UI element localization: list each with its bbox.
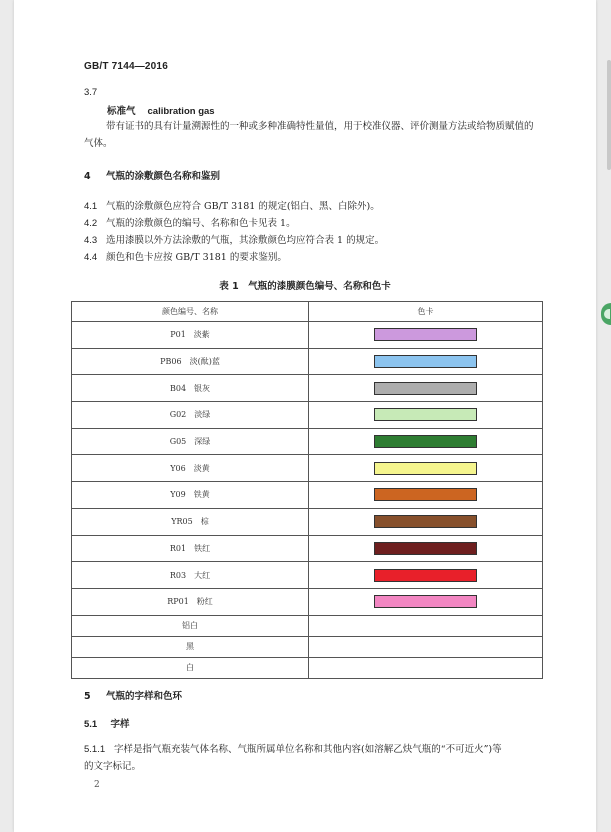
color-swatch — [374, 355, 477, 368]
term-name-zh: 标准气 — [107, 106, 136, 117]
side-panel-toggle-icon[interactable] — [601, 303, 611, 325]
table-row — [72, 562, 543, 589]
color-swatch — [374, 595, 477, 608]
color-code: Y06 — [170, 463, 186, 473]
table-row — [72, 636, 543, 657]
vertical-scrollbar[interactable] — [607, 60, 611, 170]
section-4-number: 4 — [84, 171, 91, 182]
table-row — [72, 322, 543, 349]
section-4-heading — [84, 170, 220, 184]
color-swatch — [374, 462, 477, 475]
column-header-color-card: 色卡 — [309, 302, 543, 322]
color-code: G02 — [169, 410, 187, 420]
table-1-caption: 表 1 气瓶的漆膜颜色编号、名称和色卡 — [219, 281, 391, 292]
color-card-cell — [309, 322, 543, 349]
color-code: Y09 — [170, 490, 186, 500]
color-card-cell — [309, 535, 543, 562]
page-number: 2 — [94, 780, 100, 790]
color-code: RP01 — [167, 597, 189, 607]
color-code: R03 — [169, 570, 187, 580]
color-code-name-cell — [72, 535, 309, 562]
color-card-cell — [309, 348, 543, 375]
color-card-cell — [309, 428, 543, 455]
color-card-cell — [309, 455, 543, 482]
standard-code-header: GB/T 7144—2016 — [84, 61, 168, 72]
color-code: G05 — [169, 437, 187, 447]
section-5-1-title: 字样 — [110, 719, 130, 730]
color-code-name-cell — [72, 375, 309, 402]
color-name-cell: 铝白 — [72, 615, 309, 636]
color-name: 淡(酞)蓝 — [189, 357, 220, 367]
color-card-cell — [309, 482, 543, 509]
color-name: 大红 — [194, 570, 211, 580]
color-code: B04 — [169, 383, 187, 393]
section-5-1-heading — [84, 718, 130, 732]
color-code: R01 — [169, 543, 187, 553]
color-card-cell — [309, 508, 543, 535]
color-name: 粉红 — [196, 597, 213, 607]
color-name-cell: 白 — [72, 657, 309, 678]
color-card-cell — [309, 562, 543, 589]
empty-card-cell — [309, 636, 543, 657]
table-row — [72, 535, 543, 562]
column-header-color-code: 颜色编号、名称 — [72, 302, 309, 322]
clause-4-4: 4.4 颜色和色卡应按 GB/T 3181 的要求鉴别。 — [84, 252, 287, 263]
color-code-name-cell — [72, 562, 309, 589]
color-name: 铁红 — [194, 543, 211, 553]
color-swatch — [374, 328, 477, 341]
empty-card-cell — [309, 615, 543, 636]
table-row — [72, 657, 543, 678]
table-row — [72, 615, 543, 636]
table-row — [72, 588, 543, 615]
color-name: 淡黄 — [193, 463, 210, 473]
color-code-name-cell — [72, 322, 309, 349]
clause-4-3: 4.3 选用漆膜以外方法涂敷的气瓶，其涂敷颜色均应符合表 1 的规定。 — [84, 235, 385, 246]
section-5-title: 气瓶的字样和色环 — [105, 691, 182, 702]
table-row — [72, 402, 543, 429]
color-code: P01 — [170, 330, 186, 340]
table-row — [72, 508, 543, 535]
section-5-heading — [84, 690, 182, 704]
clause-5-1-1-continued: 的文字标记。 — [84, 761, 142, 772]
table-row — [72, 348, 543, 375]
clause-4-2: 4.2 气瓶的涂敷颜色的编号、名称和色卡见表 1。 — [84, 218, 296, 229]
color-card-cell — [309, 402, 543, 429]
color-swatch — [374, 408, 477, 421]
color-name: 银灰 — [194, 383, 211, 393]
color-swatch — [374, 569, 477, 582]
color-name: 深绿 — [194, 437, 211, 447]
term-definition: 带有证书的具有计量溯源性的一种或多种准确特性量值，用于校准仪器、评价测量方法或给物质赋值的气体。 — [84, 121, 534, 149]
color-code-name-cell — [72, 455, 309, 482]
term-name-en: calibration gas — [147, 106, 215, 117]
color-table — [71, 301, 543, 679]
color-code-name-cell — [72, 508, 309, 535]
section-5-number: 5 — [84, 691, 91, 702]
color-swatch — [374, 515, 477, 528]
color-code: PB06 — [160, 357, 182, 367]
color-code-name-cell — [72, 428, 309, 455]
color-code-name-cell — [72, 402, 309, 429]
color-card-cell — [309, 588, 543, 615]
color-swatch — [374, 382, 477, 395]
color-swatch — [374, 435, 477, 448]
section-4-title: 气瓶的涂敷颜色名称和鉴别 — [105, 171, 220, 182]
color-name: 铁黄 — [193, 490, 210, 500]
clause-5-1-1: 5.1.1 字样是指气瓶充装气体名称、气瓶所属单位名称和其他内容(如溶解乙炔气瓶的“不可近火”)等 — [84, 744, 502, 755]
empty-card-cell — [309, 657, 543, 678]
term-name — [107, 103, 215, 117]
table-row — [72, 455, 543, 482]
color-code: YR05 — [171, 517, 193, 527]
color-card-cell — [309, 375, 543, 402]
clause-4-1: 4.1 气瓶的涂敷颜色应符合 GB/T 3181 的规定(铝白、黑、白除外)。 — [84, 201, 380, 212]
color-swatch — [374, 542, 477, 555]
section-5-1-number: 5.1 — [84, 719, 98, 730]
table-row — [72, 375, 543, 402]
document-page — [14, 0, 596, 832]
color-code-name-cell — [72, 482, 309, 509]
table-row — [72, 482, 543, 509]
color-name: 淡紫 — [193, 330, 210, 340]
color-name-cell: 黑 — [72, 636, 309, 657]
color-name: 淡绿 — [194, 410, 211, 420]
color-swatch — [374, 488, 477, 501]
color-code-name-cell — [72, 588, 309, 615]
color-name: 棕 — [200, 517, 209, 527]
term-number: 3.7 — [84, 87, 98, 98]
table-row — [72, 428, 543, 455]
color-code-name-cell — [72, 348, 309, 375]
